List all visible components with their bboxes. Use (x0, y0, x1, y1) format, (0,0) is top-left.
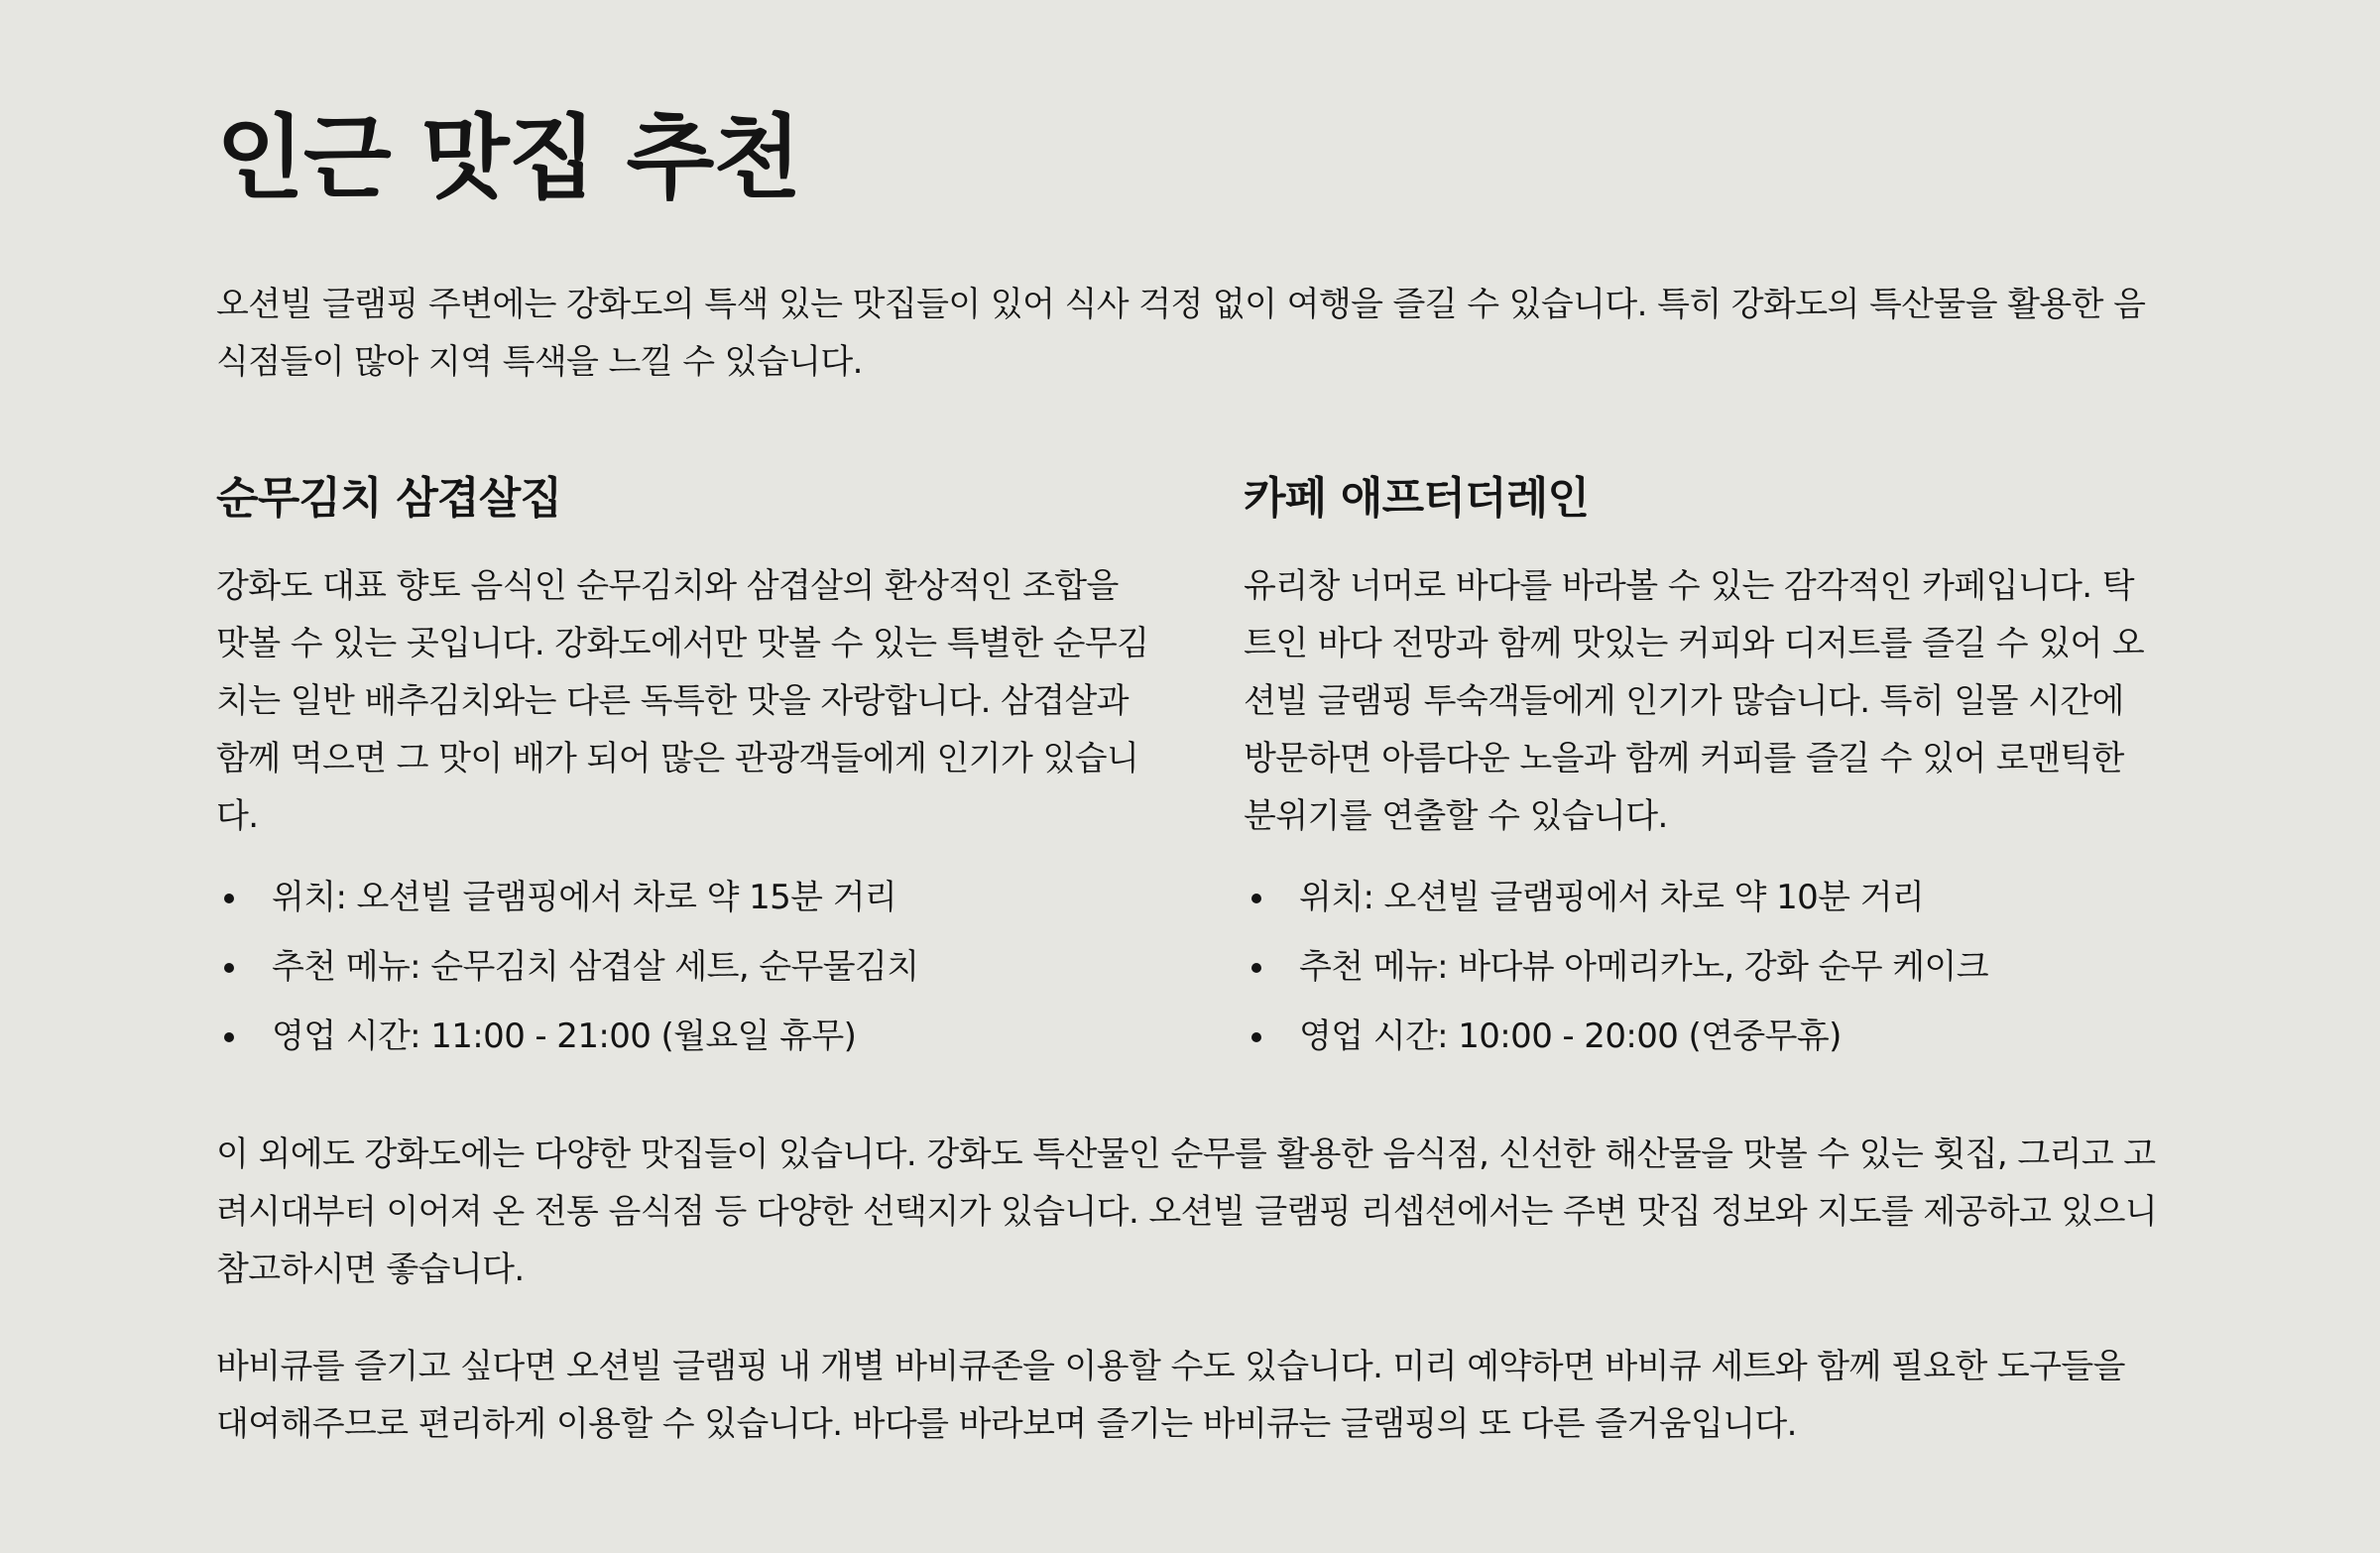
restaurant-card-cafe (1244, 466, 2166, 1077)
restaurant-name: 순무김치 삼겹살집 (216, 473, 562, 524)
intro-paragraph: 오션빌 글램핑 주변에는 강화도의 특색 있는 맛집들이 있어 식사 걱정 없이 여행을 즐길 수 있습니다. 특히 강화도의 특산물을 활용한 음식점들이 많아 지역 특색을 느낄 수 있습니다. (216, 285, 2146, 382)
detail-hours (216, 1008, 1154, 1065)
restaurant-name: 카페 애프터더레인 (1244, 473, 1590, 524)
detail-text: 영업 시간: 11:00 - 21:00 (월요일 휴무) (272, 1016, 857, 1056)
detail-menu (216, 938, 1154, 996)
detail-text: 추천 메뉴: 순무김치 삼겹살 세트, 순무물김치 (272, 947, 919, 987)
bullet-icon (224, 894, 234, 903)
detail-text: 영업 시간: 10:00 - 20:00 (연중무휴) (1299, 1016, 1842, 1056)
bullet-icon (224, 1032, 234, 1042)
detail-text: 위치: 오션빌 글램핑에서 차로 약 10분 거리 (1299, 878, 1925, 917)
detail-text: 추천 메뉴: 바다뷰 아메리카노, 강화 순무 케이크 (1299, 947, 1988, 987)
bullet-icon (224, 963, 234, 973)
bullet-icon (1251, 894, 1261, 903)
detail-location (216, 869, 1154, 926)
bullet-icon (1251, 1032, 1261, 1042)
detail-hours (1244, 1008, 2166, 1065)
restaurant-details-list (1244, 869, 2166, 1065)
page-title: 인근 맛집 추천 (216, 105, 801, 211)
restaurant-details-list (216, 869, 1154, 1065)
detail-location (1244, 869, 2166, 926)
detail-text: 위치: 오션빌 글램핑에서 차로 약 15분 거리 (272, 878, 897, 917)
restaurant-card-samgyeopsal (216, 466, 1154, 1077)
restaurant-columns (216, 466, 2166, 1077)
bullet-icon (1251, 963, 1261, 973)
restaurant-description: 강화도 대표 향토 음식인 순무김치와 삼겹살의 환상적인 조합을 맛볼 수 있는 곳입니다. 강화도에서만 맛볼 수 있는 특별한 순무김치는 일반 배추김치와는 다른 독특한 맛을 자랑합니다. 삼겹살과 함께 먹으면 그 맛이 배가 되어 많은 관광객들에게 인기가 있습니다. (216, 566, 1149, 836)
detail-menu (1244, 938, 2166, 996)
restaurant-description: 유리창 너머로 바다를 바라볼 수 있는 감각적인 카페입니다. 탁트인 바다 전망과 함께 맛있는 커피와 디저트를 즐길 수 있어 오션빌 글램핑 투숙객들에게 인기가 많습니다. 특히 일몰 시간에 방문하면 아름다운 노을과 함께 커피를 즐길 수 있어 로맨틱한 분위기를 연출할 수 있습니다. (1244, 566, 2145, 836)
outro-paragraph-bbq: 바비큐를 즐기고 싶다면 오션빌 글램핑 내 개별 바비큐존을 이용할 수도 있습니다. 미리 예약하면 바비큐 세트와 함께 필요한 도구들을 대여해주므로 편리하게 이용할 수 있습니다. 바다를 바라보며 즐기는 바비큐는 글램핑의 또 다른 즐거움입니다. (216, 1347, 2125, 1444)
outro-paragraph-more-restaurants: 이 외에도 강화도에는 다양한 맛집들이 있습니다. 강화도 특산물인 순무를 활용한 음식점, 신선한 해산물을 맛볼 수 있는 횟집, 그리고 고려시대부터 이어져 온 전통 음식점 등 다양한 선택지가 있습니다. 오션빌 글램핑 리셉션에서는 주변 맛집 정보와 지도를 제공하고 있으니 참고하시면 좋습니다. (216, 1135, 2158, 1289)
